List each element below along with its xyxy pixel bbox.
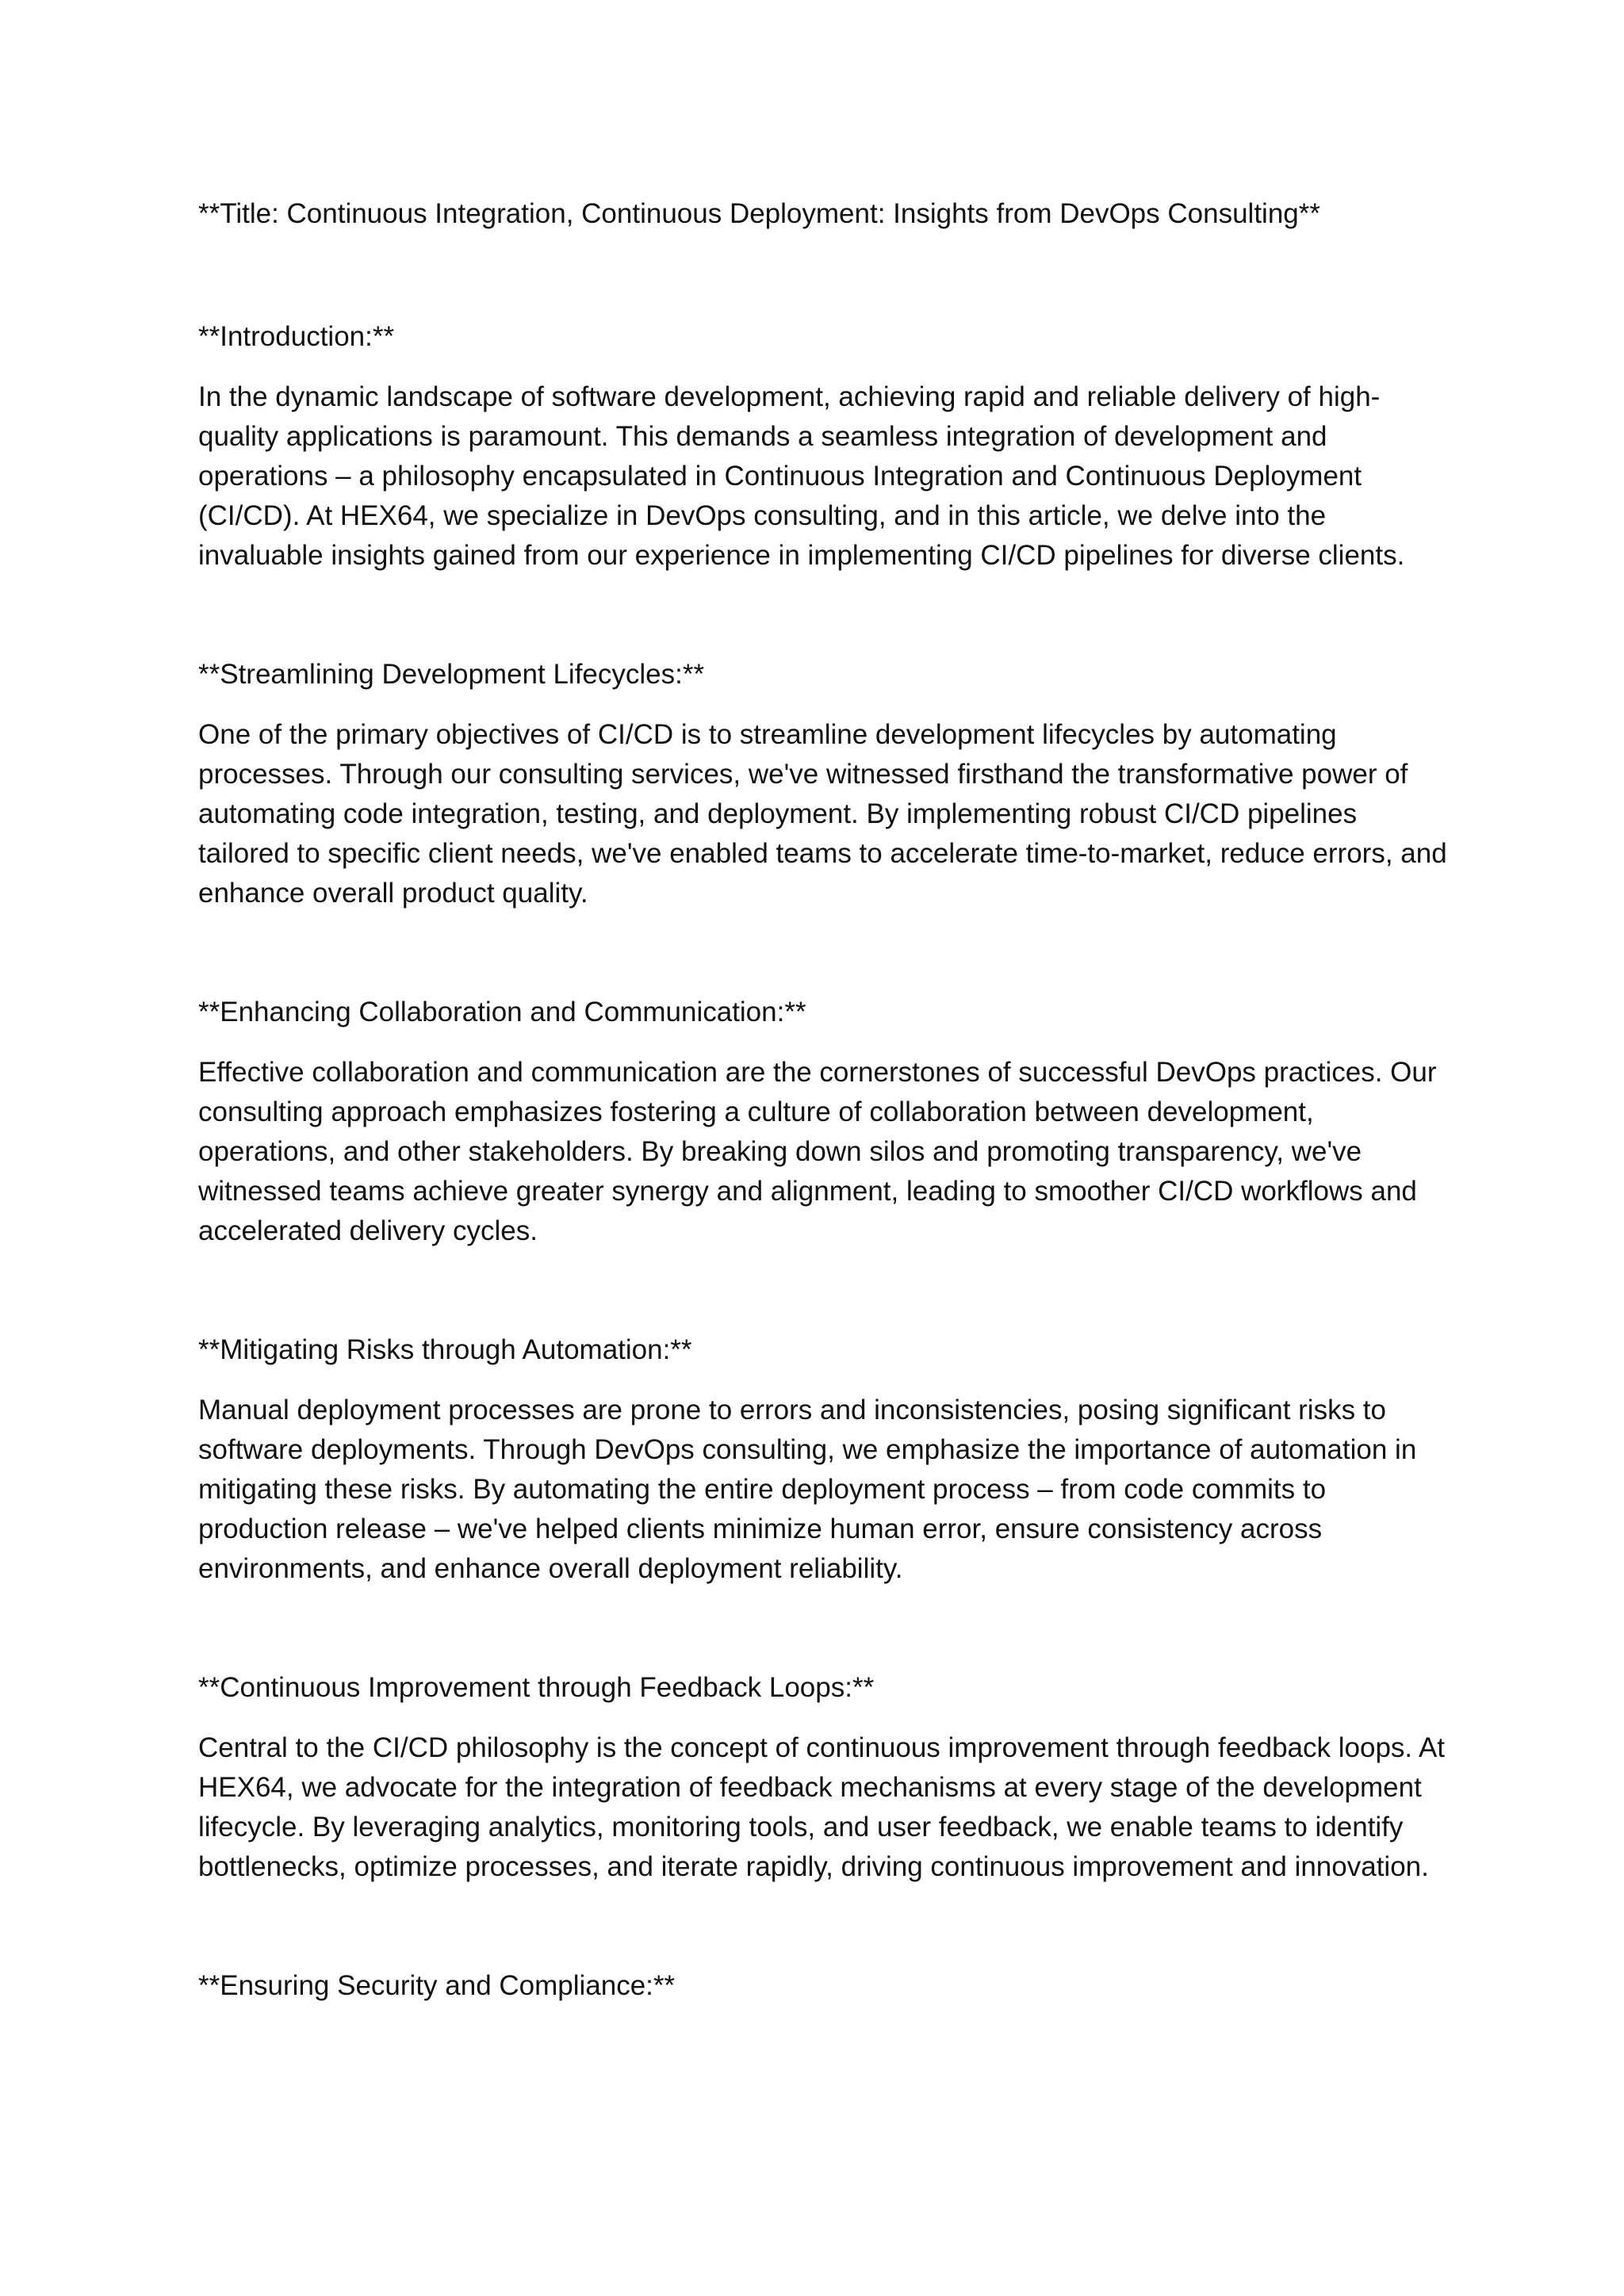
section-security-compliance [198, 1966, 1451, 2006]
section-paragraph: Manual deployment processes are prone to errors and inconsistencies, posing significant risks to software deployments. Through DevOps consulting, we emphasize the importance of automation in mitigating these risks. By automating the entire deployment process – from code commits to production release – we've helped clients minimize human error, ensure consistency across environments, and enhance overall deployment reliability. [198, 1395, 1417, 1584]
section-heading: **Continuous Improvement through Feedback Loops:** [198, 1672, 875, 1703]
document-content [198, 194, 1451, 2006]
section-heading: **Ensuring Security and Compliance:** [198, 1970, 676, 2001]
section-heading: **Introduction:** [198, 321, 395, 352]
section-heading: **Streamlining Development Lifecycles:** [198, 659, 705, 690]
document-title: **Title: Continuous Integration, Continuous Deployment: Insights from DevOps Consulting** [198, 198, 1320, 229]
section-mitigating-risks [198, 1330, 1451, 1589]
section-streamlining [198, 655, 1451, 913]
section-paragraph: In the dynamic landscape of software development, achieving rapid and reliable delivery of high-quality applications is paramount. This demands a seamless integration of development and operations – a philosophy encapsulated in Continuous Integration and Continuous Deployment (CI/CD). At HEX64, we specialize in DevOps consulting, and in this article, we delve into the invaluable insights gained from our experience in implementing CI/CD pipelines for diverse clients. [198, 381, 1405, 571]
section-heading: **Mitigating Risks through Automation:** [198, 1334, 692, 1365]
section-heading: **Enhancing Collaboration and Communication:** [198, 997, 806, 1027]
section-collaboration [198, 993, 1451, 1251]
section-introduction [198, 317, 1451, 576]
section-paragraph: One of the primary objectives of CI/CD is to streamline development lifecycles by automating processes. Through our consulting services, we've witnessed firsthand the transformative power of automating code integration, testing, and deployment. By implementing robust CI/CD pipelines tailored to specific client needs, we've enabled teams to accelerate time-to-market, reduce errors, and enhance overall product quality. [198, 719, 1447, 909]
section-paragraph: Effective collaboration and communication are the cornerstones of successful DevOps practices. Our consulting approach emphasizes fostering a culture of collaboration between development, operations, and other stakeholders. By breaking down silos and promoting transparency, we've witnessed teams achieve greater synergy and alignment, leading to smoother CI/CD workflows and accelerated delivery cycles. [198, 1057, 1437, 1246]
section-paragraph: Central to the CI/CD philosophy is the concept of continuous improvement through feedback loops. At HEX64, we advocate for the integration of feedback mechanisms at every stage of the development lifecycle. By leveraging analytics, monitoring tools, and user feedback, we enable teams to identify bottlenecks, optimize processes, and iterate rapidly, driving continuous improvement and innovation. [198, 1732, 1446, 1882]
section-continuous-improvement [198, 1668, 1451, 1887]
